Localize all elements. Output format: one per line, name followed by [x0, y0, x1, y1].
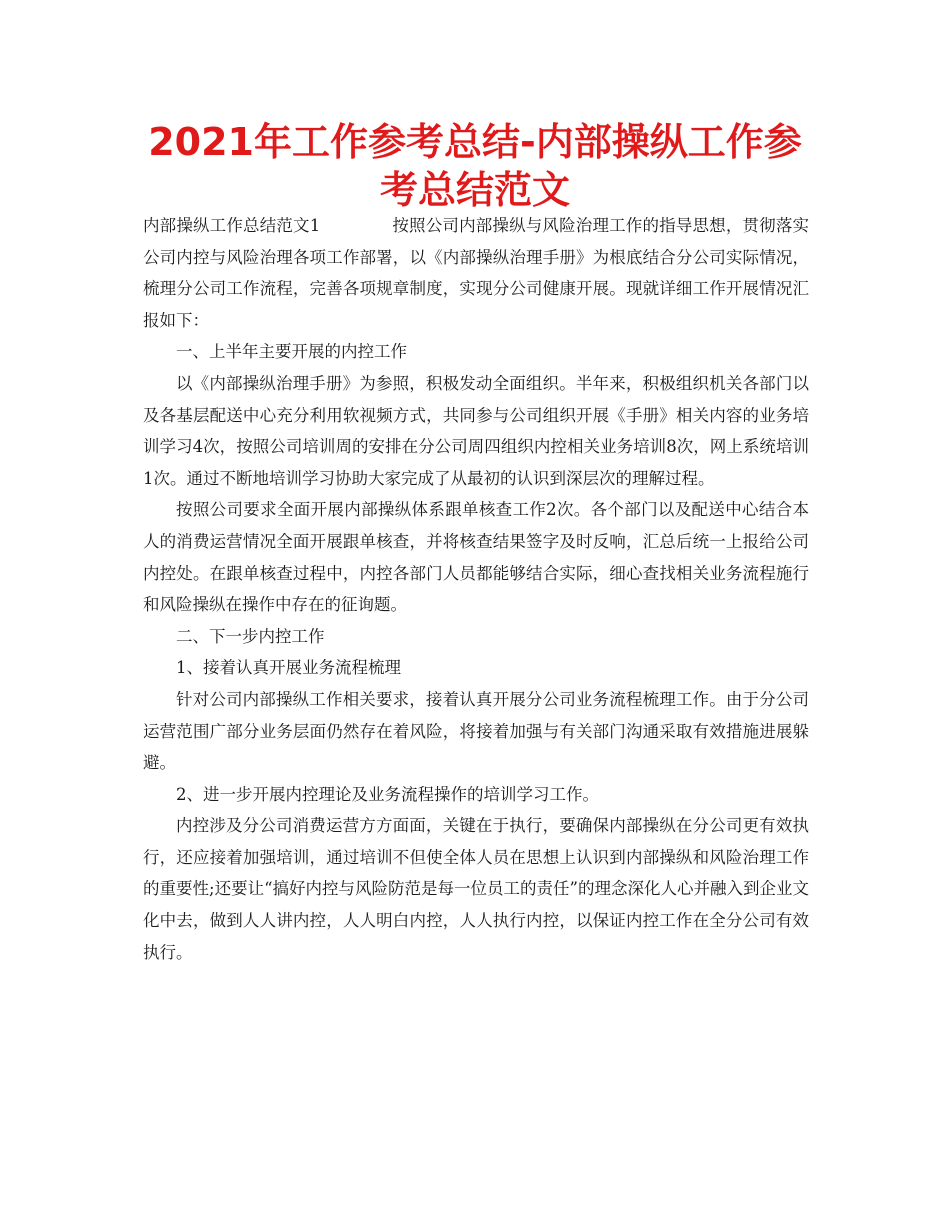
- paragraph-audit: 按照公司要求全面开展内部操纵体系跟单核查工作2次。各个部门以及配送中心结合本人的消费运营情况全面开展跟单核查，并将核查结果签字及时反响，汇总后统一上报给公司内控处。在跟单核查过程中，内控各部门人员都能够结合实际，细心查找相关业务流程施行和风险操纵在操作中存在的征询题。: [143, 500, 809, 615]
- document-body: [143, 210, 809, 968]
- lead-label: 内部操纵工作总结范文1: [143, 216, 321, 235]
- paragraph-culture: 内控涉及分公司消费运营方方面面，关键在于执行，要确保内部操纵在分公司更有效执行，还应接着加强培训，通过培训不但使全体人员在思想上认识到内部操纵和风险治理工作的重要性;还要让“搞好内控与风险防范是每一位员工的责任”的理念深化人心并融入到企业文化中去，做到人人讲内控，人人明白内控，人人执行内控，以保证内控工作在全分公司有效执行。: [143, 816, 809, 962]
- document-title: 2021年工作参考总结-内部操纵工作参考总结范文: [148, 120, 802, 212]
- paragraph-process: 针对公司内部操纵工作相关要求，接着认真开展分公司业务流程梳理工作。由于分公司运营范围广部分业务层面仍然存在着风险，将接着加强与有关部门沟通采取有效措施进展躲避。: [143, 689, 809, 773]
- paragraph-text: 按照公司内部操纵与风险治理工作的指导思想，贯彻落实公司内控与风险治理各项工作部署，以《内部操纵治理手册》为根底结合分公司实际情况，梳理分公司工作流程，完善各项规章制度，实现分公司健康开展。现就详细工作开展情况汇报如下：: [143, 216, 810, 330]
- subheading-1: 1、接着认真开展业务流程梳理: [176, 658, 401, 678]
- section-heading-1: 一、上半年主要开展的内控工作: [176, 342, 407, 362]
- section-heading-2: 二、下一步内控工作: [176, 626, 325, 646]
- paragraph-intro: [143, 210, 809, 336]
- subheading-2: 2、进一步开展内控理论及业务流程操作的培训学习工作。: [176, 784, 599, 804]
- paragraph-training: 以《内部操纵治理手册》为参照，积极发动全面组织。半年来，积极组织机关各部门以及各基层配送中心充分利用软视频方式，共同参与公司组织开展《手册》相关内容的业务培训学习4次，按照公司培训周的安排在分公司周四组织内控相关业务培训8次，网上系统培训1次。通过不断地培训学习协助大家完成了从最初的认识到深层次的理解过程。: [143, 373, 809, 488]
